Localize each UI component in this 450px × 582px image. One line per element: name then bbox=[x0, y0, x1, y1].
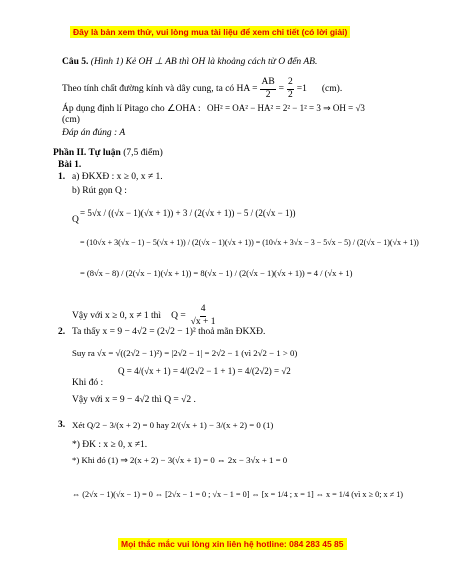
cau5-line1 bbox=[62, 56, 317, 67]
frac-num: AB bbox=[260, 78, 275, 90]
q1b: b) Rút gọn Q : bbox=[72, 186, 127, 196]
conclusion-q: Q = bbox=[171, 311, 186, 321]
q2-vay: Vậy với x = 9 − 4√2 thì Q = √2 . bbox=[72, 395, 196, 405]
frac-ab-2 bbox=[260, 78, 275, 100]
frac-den: 2 bbox=[265, 89, 271, 100]
cau5-title: Câu 5. bbox=[62, 57, 89, 67]
eq-one: =1 bbox=[296, 84, 307, 94]
cau5-line2: Theo tính chất đường kính và dây cung, ta có HA = $\frac{AB}{2}$ = $\frac{2}{2}$ =1 (cm). bbox=[62, 77, 343, 100]
q3-khi: *) Khi đó (1) ⇒ 2(x + 2) − 3(√x + 1) = 0 ⇔ 2x − 3√x + 1 = 0 bbox=[72, 455, 288, 465]
hotline-footer: Mọi thắc mắc vui lòng xin liên hệ hotline: 084 283 45 85 bbox=[118, 538, 347, 550]
q2-line: Ta thấy x = 9 − 4√2 = (2√2 − 1)² thoả mãn ĐKXĐ. bbox=[72, 327, 266, 337]
unit-cm: (cm). bbox=[321, 84, 343, 94]
q1-number: 1. bbox=[58, 172, 66, 182]
q2-number: 2. bbox=[58, 327, 66, 337]
bai1-title: Bài 1. bbox=[58, 160, 82, 170]
q2-suy: Suy ra √x = √((2√2 − 1)²) = |2√2 − 1| = 2√2 − 1 (vì 2√2 − 1 > 0) bbox=[72, 348, 298, 358]
cau5-line2-text: Theo tính chất đường kính và dây cung, ta có HA = bbox=[62, 84, 258, 94]
pitago-intro: Áp dụng định lí Pitago cho ∠OHA : bbox=[62, 104, 201, 114]
q1-eq1: = 5√x / ((√x − 1)(√x + 1)) + 3 / (2(√x + 1)) − 5 / (2(√x − 1)) bbox=[80, 208, 296, 218]
cau5-line3 bbox=[62, 103, 365, 114]
q1a: a) ĐKXĐ : x ≥ 0, x ≠ 1. bbox=[72, 172, 163, 182]
q1-conclusion bbox=[72, 305, 217, 327]
q1-eq2: = (10√x + 3(√x − 1) − 5(√x + 1)) / (2(√x − 1)(√x + 1)) = (10√x + 3√x − 3 − 5√x − 5) / (2(√x − 1)(√x + 1)) bbox=[80, 238, 419, 247]
q2-khido: Khi đó : bbox=[72, 378, 104, 388]
frac-4-sqrtx bbox=[190, 305, 217, 327]
cau5-answer: Đáp án đúng : A bbox=[62, 128, 126, 138]
q3-xet: Xét Q/2 − 3/(x + 2) = 0 hay 2/(√x + 1) − 3/(x + 2) = 0 (1) bbox=[72, 420, 274, 430]
conclusion-text: Vậy với x ≥ 0, x ≠ 1 thì bbox=[72, 311, 162, 321]
q2-calc: Q = 4/(√x + 1) = 4/(2√2 − 1 + 1) = 4/(2√2) = √2 bbox=[118, 366, 291, 376]
q-label: Q bbox=[72, 215, 79, 225]
preview-notice: Đây là bản xem thử, vui lòng mua tài liệu để xem chi tiết (có lời giải) bbox=[70, 26, 350, 38]
part2-score: (7,5 điểm) bbox=[123, 148, 163, 158]
part2-heading bbox=[53, 148, 163, 158]
q3-final: ⇔ (2√x − 1)(√x − 1) = 0 ⇔ [2√x − 1 = 0 ; √x − 1 = 0] ⇔ [x = 1/4 ; x = 1] ⇔ x = 1/4 (vì x ≥ 0; x ≠ 1) bbox=[72, 490, 404, 499]
frac-den: 2 bbox=[288, 89, 293, 100]
frac-2-2 bbox=[287, 78, 294, 100]
cau5-cm: (cm) bbox=[62, 115, 80, 125]
q3-dk: *) ĐK : x ≥ 0, x ≠1. bbox=[72, 440, 148, 450]
frac-num: 2 bbox=[287, 78, 294, 90]
pitago-formula: OH² = OA² − HA² = 2² − 1² = 3 ⇒ OH = √3 bbox=[207, 103, 365, 113]
frac-den: √x + 1 bbox=[190, 316, 216, 327]
q3-number: 3. bbox=[58, 420, 66, 430]
cau5-text: (Hình 1) Kẻ OH ⊥ AB thì OH là khoảng cách từ O đến AB. bbox=[90, 57, 318, 67]
part2-title: Phần II. Tự luận bbox=[53, 148, 121, 158]
frac-num: 4 bbox=[200, 305, 207, 317]
q1-eq3: = (8√x − 8) / (2(√x − 1)(√x + 1)) = 8(√x − 1) / (2(√x − 1)(√x + 1)) = 4 / (√x + 1) bbox=[80, 268, 353, 278]
